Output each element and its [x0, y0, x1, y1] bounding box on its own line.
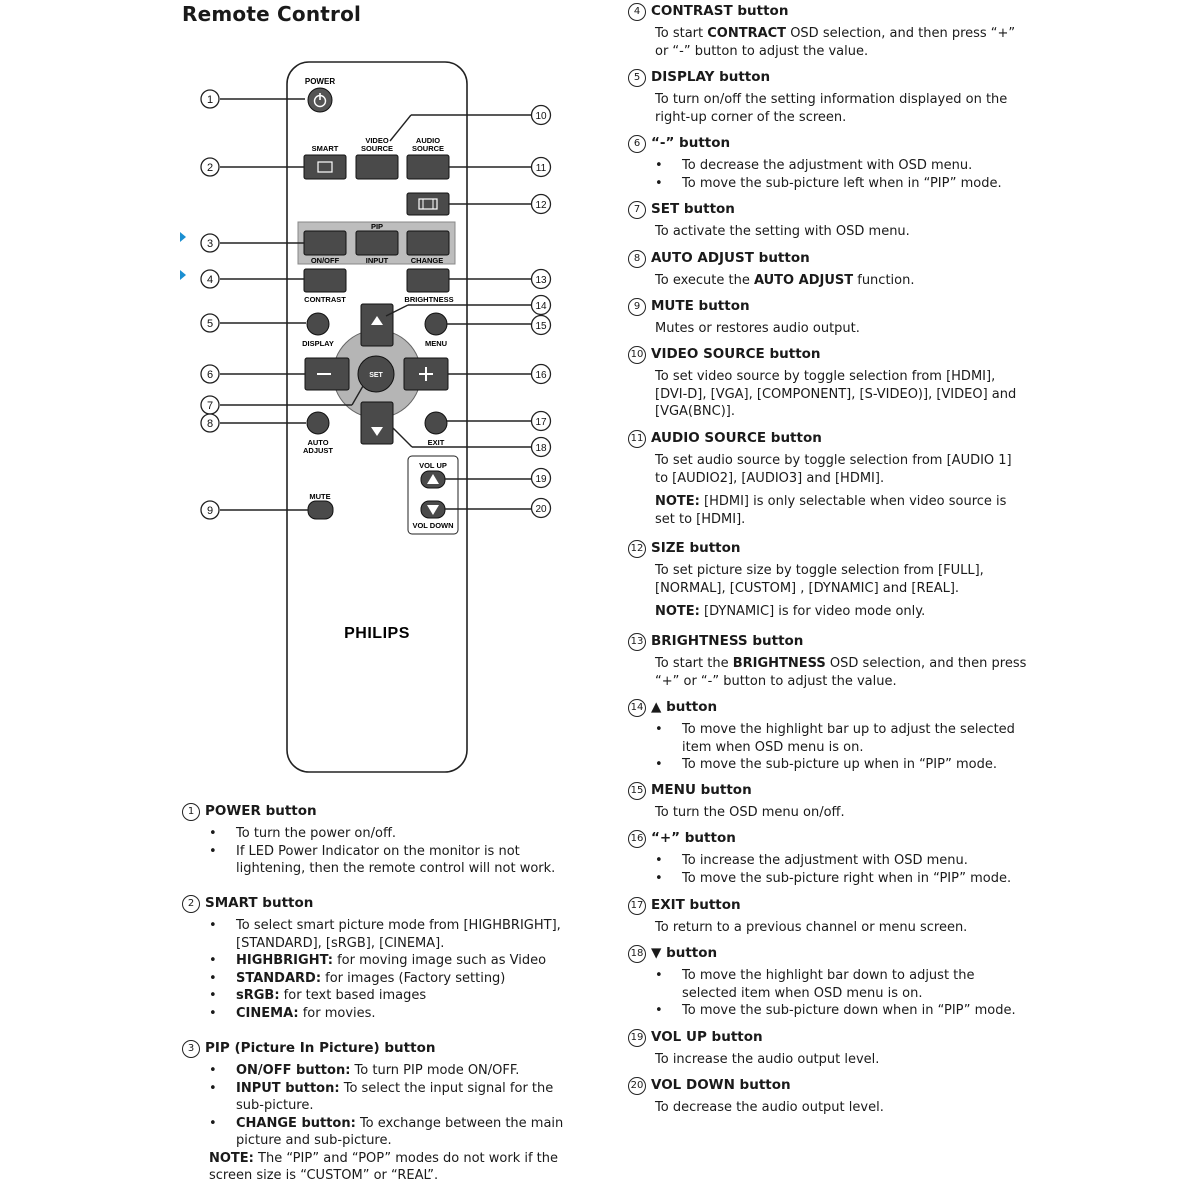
entry-contrast: 4 CONTRAST button To start CONTRACT OSD selection, and then press “+” or “-” button to adjust the value.	[628, 3, 1028, 60]
entry-title: ▲ button	[651, 699, 718, 715]
entry-number: 18	[628, 945, 646, 963]
entry-number: 14	[628, 699, 646, 717]
bullet: • STANDARD: for images (Factory setting)	[209, 970, 582, 988]
pip-on-off-button	[304, 231, 346, 255]
bullet: • To decrease the adjustment with OSD menu.	[655, 157, 1028, 175]
callout-12: 12	[535, 200, 547, 211]
description: To turn on/off the setting information displayed on the right-up corner of the screen.	[655, 92, 1008, 125]
entry-title: “-” button	[651, 135, 731, 151]
description: To turn the OSD menu on/off.	[655, 805, 845, 820]
entry-number: 9	[628, 298, 646, 316]
pip-input-button	[356, 231, 398, 255]
entry-title: “+” button	[651, 830, 736, 846]
entry-power	[182, 803, 582, 878]
entry-auto-adjust: 8 AUTO ADJUST button To execute the AUTO ADJUST function.	[628, 250, 1028, 290]
entry-title: ▼ button	[651, 945, 718, 961]
entry-title: DISPLAY button	[651, 69, 771, 85]
bullet: • HIGHBRIGHT: for moving image such as Video	[209, 952, 582, 970]
entry-number: 15	[628, 782, 646, 800]
display-label: DISPLAY	[302, 339, 334, 348]
callout-17: 17	[535, 417, 547, 428]
video-source-label-1: VIDEO	[365, 136, 389, 145]
bullet: • To turn the power on/off.	[209, 825, 582, 843]
pip-label: PIP	[370, 222, 384, 231]
down-button	[361, 402, 393, 444]
callout-14: 14	[535, 301, 547, 312]
bullet: • To move the sub-picture up when in “PIP” mode.	[655, 756, 1028, 774]
exit-button	[425, 412, 447, 434]
description: To set audio source by toggle selection from [AUDIO 1] to [AUDIO2], [AUDIO3] and [HDMI].	[655, 453, 1012, 486]
vol-up-label: VOL UP	[419, 461, 447, 470]
entry-number: 20	[628, 1077, 646, 1095]
entry-vol-down	[628, 1077, 1028, 1117]
entry-menu	[628, 782, 1028, 822]
set-label: SET	[369, 372, 383, 379]
remote-control-illustration	[0, 0, 600, 790]
callout-13: 13	[535, 275, 547, 286]
description: To set video source by toggle selection from [HDMI], [DVI-D], [VGA], [COMPONENT], [S-VIDEO)], [VIDEO] and [VGA(BNC)].	[655, 369, 1017, 419]
entry-up	[628, 699, 1028, 774]
mute-label: MUTE	[309, 492, 331, 501]
entry-display	[628, 69, 1028, 126]
video-source-label-2: SOURCE	[360, 144, 394, 153]
entry-title: PIP (Picture In Picture) button	[205, 1040, 436, 1056]
smart-button	[304, 155, 346, 179]
entry-title: AUTO ADJUST button	[651, 250, 810, 266]
entry-smart	[182, 895, 582, 1022]
entry-vol-up	[628, 1029, 1028, 1069]
change-label: CHANGE	[410, 256, 444, 265]
entry-title: VOL DOWN button	[651, 1077, 791, 1093]
entry-title: AUDIO SOURCE button	[651, 430, 822, 446]
on-off-label: ON/OFF	[310, 256, 340, 265]
entry-brightness: 13 BRIGHTNESS button To start the BRIGHTNESS OSD selection, and then press “+” or “-” button to adjust the value.	[628, 633, 1028, 690]
callout-19: 19	[535, 474, 547, 485]
entry-number: 13	[628, 633, 646, 651]
size-button	[407, 193, 449, 215]
entry-title: MENU button	[651, 782, 752, 798]
callout-5: 5	[206, 318, 214, 330]
description: Mutes or restores audio output.	[655, 321, 860, 336]
audio-source-label-2: SOURCE	[411, 144, 445, 153]
entry-number: 11	[628, 430, 646, 448]
bullet: • sRGB: for text based images	[209, 987, 582, 1005]
entry-pip	[182, 1040, 582, 1185]
auto-label-1: AUTO	[307, 438, 329, 447]
bullet: • To move the highlight bar up to adjust the selected item when OSD menu is on.	[655, 721, 1028, 756]
bullet: • ON/OFF button: To turn PIP mode ON/OFF.	[209, 1062, 582, 1080]
input-label: INPUT	[365, 256, 389, 265]
entry-number: 17	[628, 897, 646, 915]
entry-minus	[628, 135, 1028, 192]
entry-number: 8	[628, 250, 646, 268]
entry-number: 7	[628, 201, 646, 219]
entry-set	[628, 201, 1028, 241]
note: NOTE: The “PIP” and “POP” modes do not work if the screen size is “CUSTOM” or “REAL”.	[209, 1150, 559, 1183]
bullet: • To move the sub-picture down when in “PIP” mode.	[655, 1002, 1028, 1020]
callout-2: 2	[206, 162, 214, 174]
audio-source-button	[407, 155, 449, 179]
callout-11: 11	[535, 163, 547, 174]
description: To increase the audio output level.	[655, 1052, 880, 1067]
contrast-button	[304, 269, 346, 292]
bullet: • To move the highlight bar down to adjust the selected item when OSD menu is on.	[655, 967, 1028, 1002]
callout-16: 16	[535, 370, 547, 381]
exit-label: EXIT	[427, 438, 445, 447]
entry-down	[628, 945, 1028, 1020]
contrast-label: CONTRAST	[304, 295, 346, 304]
bullet: • To select smart picture mode from [HIGHBRIGHT], [STANDARD], [sRGB], [CINEMA].	[209, 917, 582, 952]
entry-title: VOL UP button	[651, 1029, 763, 1045]
entry-number: 12	[628, 540, 646, 558]
entry-title: MUTE button	[651, 298, 750, 314]
entry-title: VIDEO SOURCE button	[651, 346, 821, 362]
entry-mute	[628, 298, 1028, 338]
entry-number: 5	[628, 69, 646, 87]
pip-change-button	[407, 231, 449, 255]
note: NOTE: [DYNAMIC] is for video mode only.	[655, 604, 926, 619]
entry-title: CONTRAST button	[651, 3, 789, 19]
vol-down-label: VOL DOWN	[412, 521, 454, 530]
bullet: • To move the sub-picture right when in “PIP” mode.	[655, 870, 1028, 888]
callout-1: 1	[206, 94, 214, 106]
entry-number: 4	[628, 3, 646, 21]
entry-number: 10	[628, 346, 646, 364]
auto-adjust-button	[307, 412, 329, 434]
entry-title: SMART button	[205, 895, 314, 911]
menu-label: MENU	[424, 339, 448, 348]
entry-plus	[628, 830, 1028, 887]
callout-3: 3	[206, 238, 214, 250]
entry-video-source	[628, 346, 1028, 421]
entry-number: 6	[628, 135, 646, 153]
callout-15: 15	[535, 321, 547, 332]
callout-7: 7	[206, 400, 214, 412]
entry-exit	[628, 897, 1028, 937]
entry-audio-source	[628, 430, 1028, 528]
callout-8: 8	[206, 418, 214, 430]
menu-button	[425, 313, 447, 335]
entry-title: BRIGHTNESS button	[651, 633, 804, 649]
bullet: • CINEMA: for movies.	[209, 1005, 582, 1023]
bullet: • INPUT button: To select the input signal for the sub-picture.	[209, 1080, 582, 1115]
description: To activate the setting with OSD menu.	[655, 224, 910, 239]
callout-20: 20	[535, 504, 547, 515]
note: NOTE: [HDMI] is only selectable when video source is set to [HDMI].	[655, 494, 1007, 527]
entry-number: 19	[628, 1029, 646, 1047]
entry-number: 2	[182, 895, 200, 913]
entry-number: 3	[182, 1040, 200, 1058]
auto-label-2: ADJUST	[302, 446, 334, 455]
display-button	[307, 313, 329, 335]
description: To set picture size by toggle selection from [FULL], [NORMAL], [CUSTOM] , [DYNAMIC] and [REAL].	[655, 563, 984, 596]
page-title: Remote Control	[182, 2, 362, 26]
entry-title: SIZE button	[651, 540, 741, 556]
bullet: • CHANGE button: To exchange between the main picture and sub-picture.	[209, 1115, 582, 1150]
mute-button	[308, 501, 333, 519]
entry-number: 1	[182, 803, 200, 821]
callout-6: 6	[206, 369, 214, 381]
entry-title: SET button	[651, 201, 735, 217]
bullet: • To move the sub-picture left when in “PIP” mode.	[655, 175, 1028, 193]
description: To decrease the audio output level.	[655, 1100, 884, 1115]
description: To return to a previous channel or menu screen.	[655, 920, 968, 935]
callout-18: 18	[535, 443, 547, 454]
brightness-button	[407, 269, 449, 292]
entry-title: EXIT button	[651, 897, 741, 913]
bullet: • If LED Power Indicator on the monitor is not lightening, then the remote control will not work.	[209, 843, 582, 878]
callout-4: 4	[206, 274, 214, 286]
smart-label: SMART	[311, 144, 339, 153]
callout-10: 10	[535, 111, 547, 122]
bullet: • To increase the adjustment with OSD menu.	[655, 852, 1028, 870]
brightness-label: BRIGHTNESS	[404, 295, 454, 304]
brand-logo: PHILIPS	[344, 625, 410, 642]
entry-number: 16	[628, 830, 646, 848]
video-source-button	[356, 155, 398, 179]
callout-9: 9	[206, 505, 214, 517]
entry-title: POWER button	[205, 803, 317, 819]
audio-source-label-1: AUDIO	[415, 136, 441, 145]
entry-size	[628, 540, 1028, 621]
power-label: POWER	[304, 77, 336, 86]
